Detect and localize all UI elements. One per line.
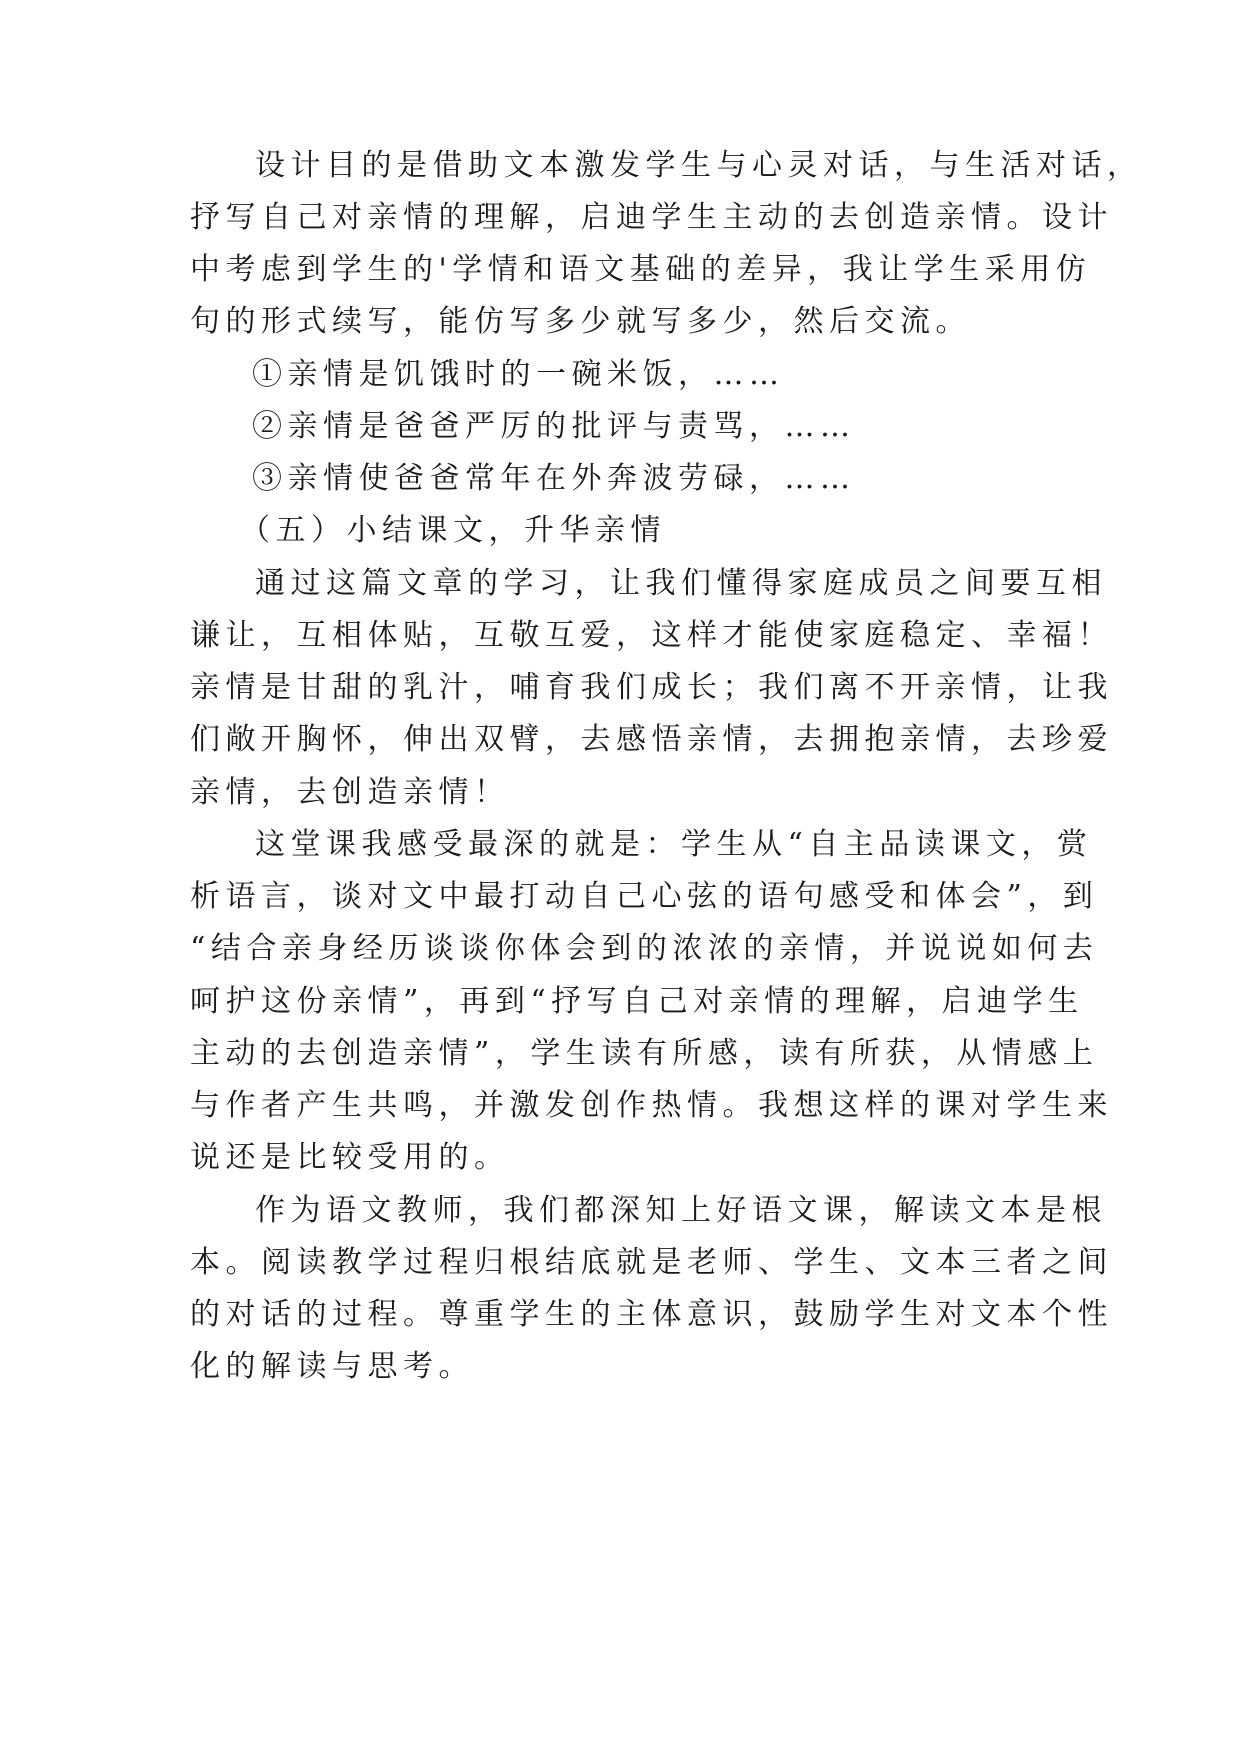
paragraph-3-line-2: 析语言，谈对文中最打动自己心弦的语句感受和体会”，到 (190, 879, 1099, 914)
list-item-3: ③亲情使爸爸常年在外奔波劳碌，…… (252, 461, 856, 496)
list-item-1: ①亲情是饥饿时的一碗米饭，…… (252, 357, 785, 392)
paragraph-4-line-2: 本。阅读教学过程归根结底就是老师、学生、文本三者之间 (190, 1245, 1113, 1280)
paragraph-3-line-7: 说还是比较受用的。 (190, 1140, 510, 1175)
paragraph-2-line-4: 们敞开胸怀，伸出双臂，去感悟亲情，去拥抱亲情，去珍爱 (190, 722, 1113, 757)
paragraph-3-line-5: 主动的去创造亲情”，学生读有所感，读有所获，从情感上 (190, 1036, 1099, 1071)
paragraph-4-line-1: 作为语文教师，我们都深知上好语文课，解读文本是根 (255, 1193, 1107, 1228)
paragraph-1-line-2: 抒写自己对亲情的理解，启迪学生主动的去创造亲情。设计 (190, 200, 1113, 235)
paragraph-1-line-1: 设计目的是借助文本激发学生与心灵对话，与生活对话， (255, 148, 1143, 183)
paragraph-3-line-3: “结合亲身经历谈谈你体会到的浓浓的亲情，并说说如何去 (190, 931, 1099, 966)
list-item-2: ②亲情是爸爸严厉的批评与责骂，…… (252, 409, 856, 444)
paragraph-2-line-2: 谦让，互相体贴，互敬互爱，这样才能使家庭稳定、幸福！ (190, 618, 1113, 653)
paragraph-2-line-1: 通过这篇文章的学习，让我们懂得家庭成员之间要互相 (255, 566, 1107, 601)
paragraph-4-line-4: 化的解读与思考。 (190, 1349, 474, 1384)
paragraph-3-line-1: 这堂课我感受最深的就是：学生从“自主品读课文，赏 (255, 827, 1093, 862)
paragraph-3-line-4: 呵护这份亲情”，再到“抒写自己对亲情的理解，启迪学生 (190, 984, 1084, 1019)
paragraph-1-line-4: 句的形式续写，能仿写多少就写多少，然后交流。 (190, 304, 971, 339)
paragraph-2-line-5: 亲情，去创造亲情！ (190, 775, 510, 810)
paragraph-1-line-3: 中考虑到学生的'学情和语文基础的差异，我让学生采用仿 (190, 252, 1092, 287)
section-heading: （五）小结课文，升华亲情 (240, 513, 666, 548)
paragraph-4-line-3: 的对话的过程。尊重学生的主体意识，鼓励学生对文本个性 (190, 1297, 1113, 1332)
paragraph-2-line-3: 亲情是甘甜的乳汁，哺育我们成长；我们离不开亲情，让我 (190, 670, 1113, 705)
paragraph-3-line-6: 与作者产生共鸣，并激发创作热情。我想这样的课对学生来 (190, 1088, 1113, 1123)
